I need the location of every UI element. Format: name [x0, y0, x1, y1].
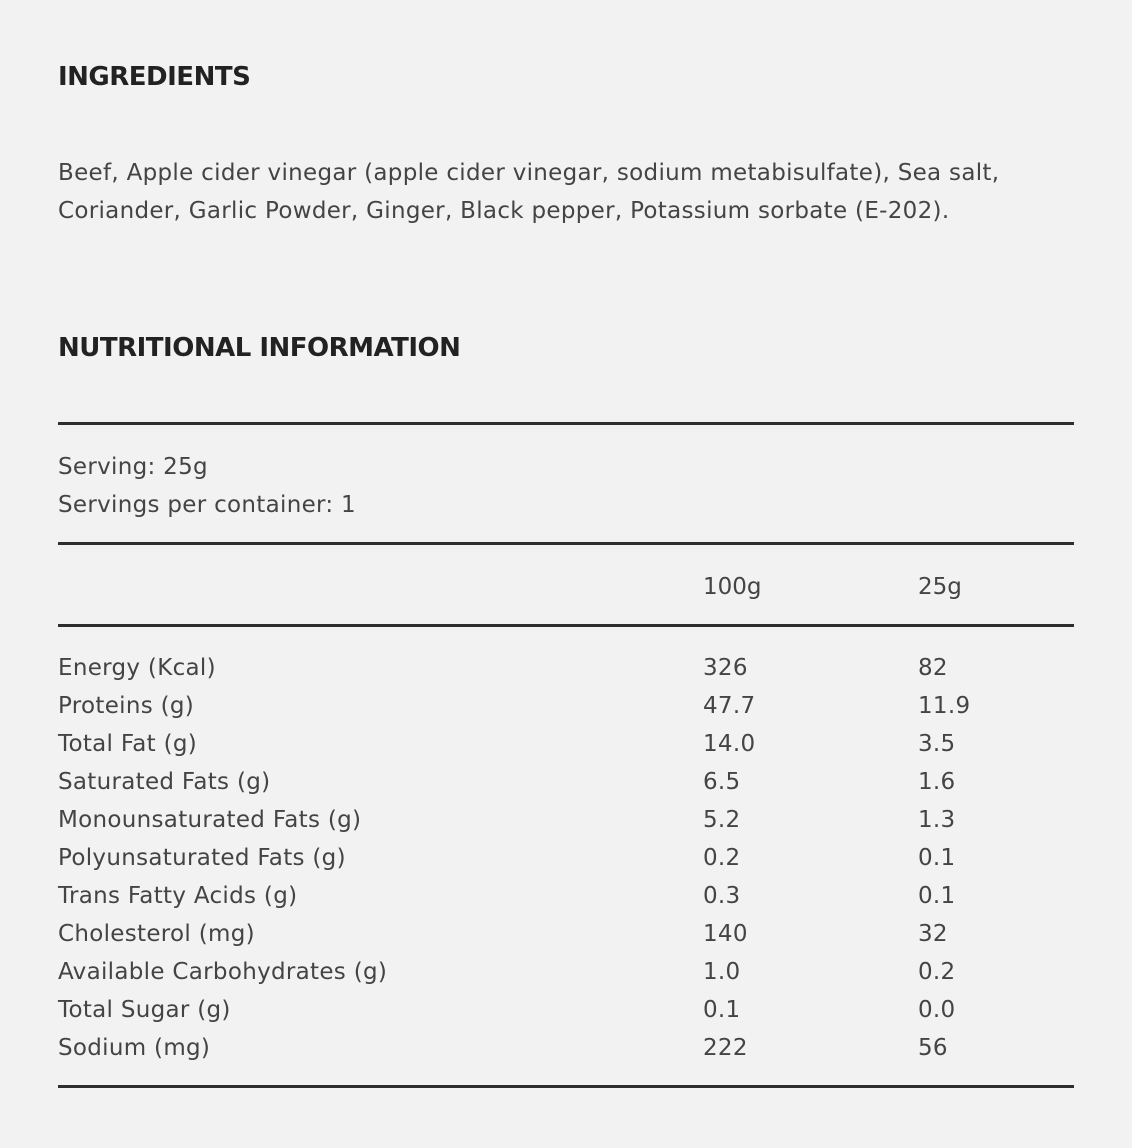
value-per-100g: 14.0 — [703, 731, 756, 757]
nutrient-name: Saturated Fats (g) — [58, 769, 271, 795]
value-per-100g: 0.3 — [703, 883, 741, 909]
divider — [58, 422, 1074, 425]
value-per-serving: 0.2 — [918, 959, 956, 985]
nutrient-name: Available Carbohydrates (g) — [58, 959, 388, 985]
value-per-100g: 1.0 — [703, 959, 741, 985]
nutrient-name: Total Fat (g) — [58, 731, 198, 757]
value-per-serving: 1.6 — [918, 769, 956, 795]
table-row — [58, 877, 1074, 915]
nutrient-name: Proteins (g) — [58, 693, 195, 719]
table-row — [58, 1029, 1074, 1067]
table-row — [58, 953, 1074, 991]
serving-size: Serving: 25g — [58, 454, 208, 480]
nutrition-heading: NUTRITIONAL INFORMATION — [58, 333, 461, 363]
table-row — [58, 725, 1074, 763]
column-header-100g: 100g — [703, 574, 762, 600]
value-per-serving: 0.0 — [918, 997, 956, 1023]
value-per-serving: 56 — [918, 1035, 948, 1061]
value-per-100g: 47.7 — [703, 693, 756, 719]
nutrition-table — [58, 649, 1074, 1067]
ingredients-line-1: Beef, Apple cider vinegar (apple cider vinegar, sodium metabisulfate), Sea salt, — [58, 160, 1000, 186]
table-row — [58, 649, 1074, 687]
table-row — [58, 687, 1074, 725]
table-row — [58, 801, 1074, 839]
value-per-100g: 140 — [703, 921, 748, 947]
nutrient-name: Energy (Kcal) — [58, 655, 216, 681]
nutrient-name: Monounsaturated Fats (g) — [58, 807, 362, 833]
value-per-100g: 0.2 — [703, 845, 741, 871]
divider — [58, 1085, 1074, 1088]
value-per-100g: 326 — [703, 655, 748, 681]
ingredients-line-2: Coriander, Garlic Powder, Ginger, Black pepper, Potassium sorbate (E-202). — [58, 198, 950, 224]
value-per-serving: 0.1 — [918, 883, 956, 909]
nutrient-name: Trans Fatty Acids (g) — [58, 883, 298, 909]
value-per-serving: 0.1 — [918, 845, 956, 871]
column-header-25g: 25g — [918, 574, 962, 600]
nutrient-name: Total Sugar (g) — [58, 997, 231, 1023]
servings-per-container: Servings per container: 1 — [58, 492, 356, 518]
value-per-serving: 1.3 — [918, 807, 956, 833]
table-row — [58, 915, 1074, 953]
table-row — [58, 763, 1074, 801]
nutrient-name: Polyunsaturated Fats (g) — [58, 845, 346, 871]
value-per-100g: 222 — [703, 1035, 748, 1061]
nutrient-name: Sodium (mg) — [58, 1035, 211, 1061]
value-per-serving: 82 — [918, 655, 948, 681]
value-per-100g: 0.1 — [703, 997, 741, 1023]
table-row — [58, 839, 1074, 877]
value-per-serving: 3.5 — [918, 731, 956, 757]
ingredients-text — [58, 154, 1058, 230]
value-per-serving: 11.9 — [918, 693, 971, 719]
divider — [58, 542, 1074, 545]
ingredients-heading: INGREDIENTS — [58, 62, 251, 92]
value-per-100g: 6.5 — [703, 769, 741, 795]
table-row — [58, 991, 1074, 1029]
nutrient-name: Cholesterol (mg) — [58, 921, 255, 947]
divider — [58, 624, 1074, 627]
value-per-serving: 32 — [918, 921, 948, 947]
value-per-100g: 5.2 — [703, 807, 741, 833]
serving-info — [58, 448, 356, 524]
